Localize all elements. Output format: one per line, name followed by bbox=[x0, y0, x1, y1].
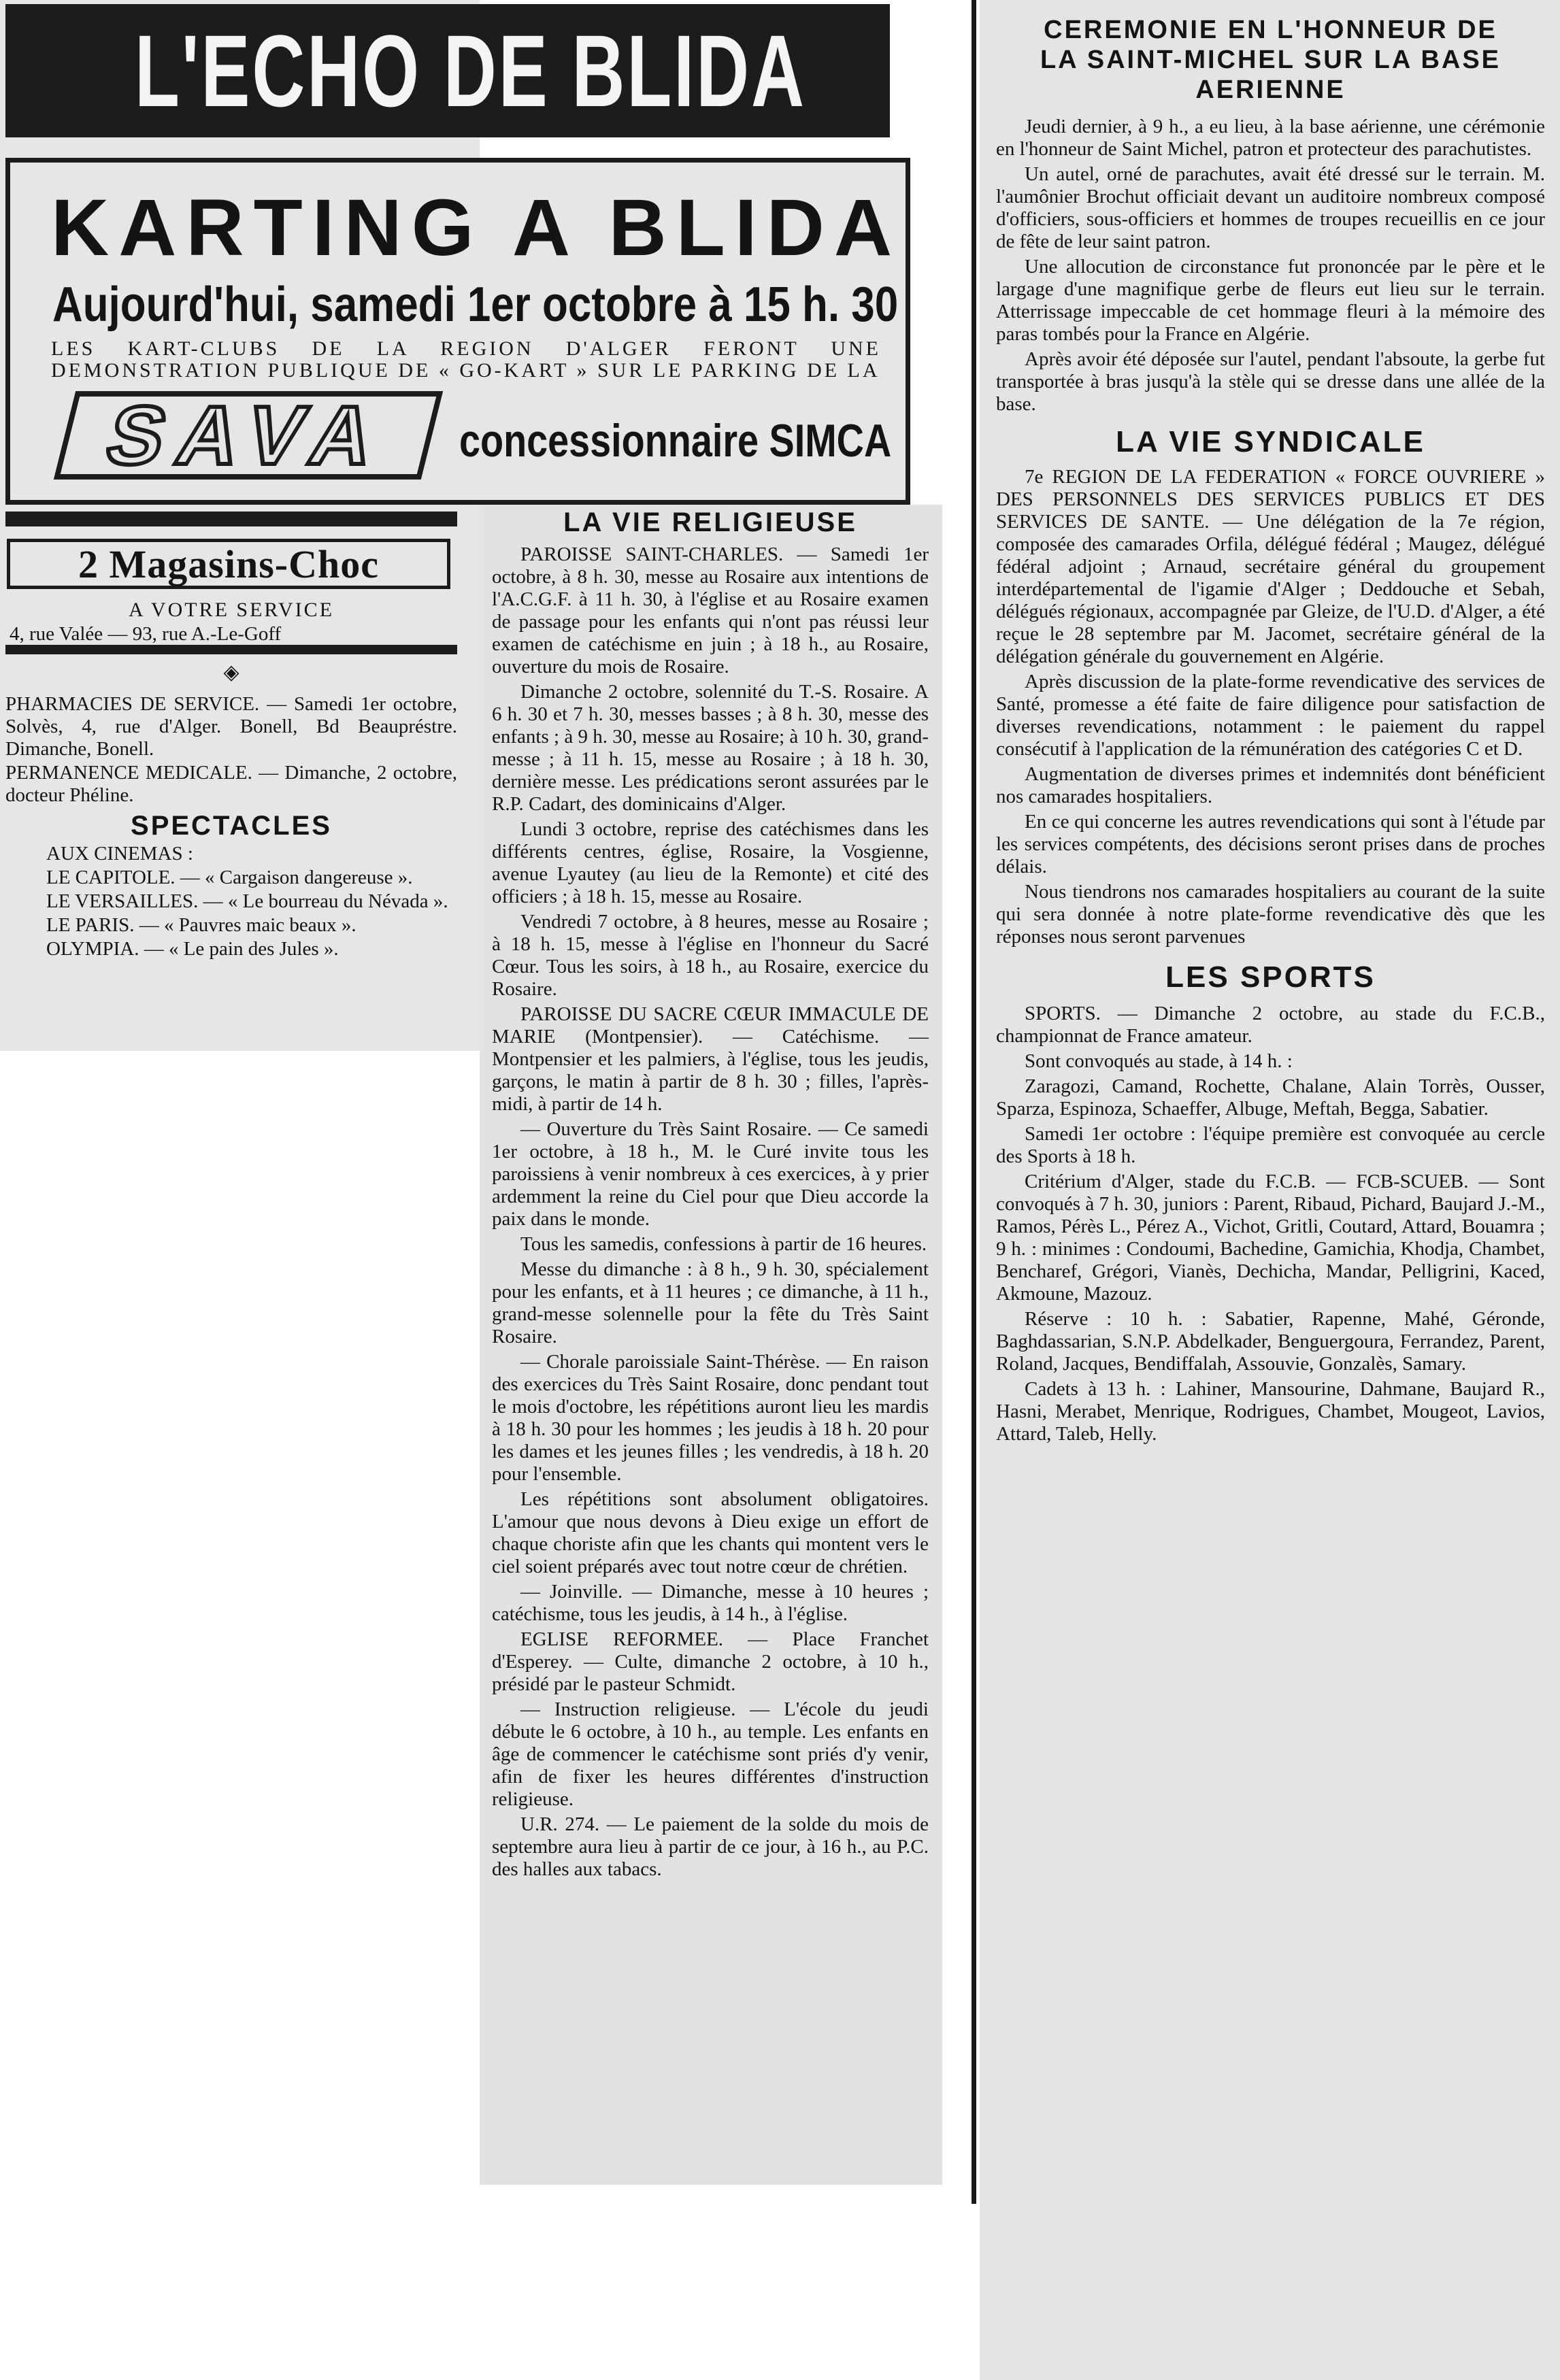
magasins-ad bbox=[5, 512, 457, 654]
karting-headline: KARTING A BLIDA bbox=[51, 183, 902, 273]
ceremonie-paragraph: Un autel, orné de parachutes, avait été dressé sur le terrain. M. l'aumônier Brochut officiait devant un auditoire nombreux composé d'officiers, sous-officiers et hommes de troupes recueillis en ce jour de fête de leur saint patron. bbox=[996, 163, 1545, 252]
sports-paragraph: Zaragozi, Camand, Rochette, Chalane, Alain Torrès, Ousser, Sparza, Espinoza, Schaeffer, Albuge, Meftah, Beggа, Sabatier. bbox=[996, 1075, 1545, 1120]
religious-paragraph: EGLISE REFORMEE. — Place Franchet d'Esperey. — Culte, dimanche 2 octobre, à 10 h., présidé par le pasteur Schmidt. bbox=[492, 1628, 929, 1695]
sava-logo bbox=[54, 391, 443, 480]
religious-paragraph: — Chorale paroissiale Saint-Thérèse. — En raison des exercices du Très Saint Rosaire, donc pendant tout le mois d'octobre, les répétitions auront lieu les mardis à 18 h. 30 pour les hommes ; les jeudis à 18 h. 20 pour les dames et les jeunes filles ; les vendredis, à 18 h. 20 pour l'ensemble. bbox=[492, 1351, 929, 1485]
cinema-line: LE PARIS. — « Pauvres maic beaux ». bbox=[46, 914, 356, 936]
sports-paragraph: Réserve : 10 h. : Sabatier, Rapenne, Mahé, Géronde, Baghdassarian, S.N.P. Abdelkader, Benguergoura, Ferrandez, Parent, Roland, Jacques, Bendiffalah, Assouvie, Gonzalès, Samary. bbox=[996, 1308, 1545, 1375]
ceremonie-paragraph: Jeudi dernier, à 9 h., a eu lieu, à la base aérienne, une cérémonie en l'honneur de Saint Michel, patron et protecteur des parachutistes. bbox=[996, 116, 1545, 160]
sava-logo-text: SAVA bbox=[97, 389, 399, 482]
column-divider bbox=[972, 0, 976, 2204]
syndicale-paragraph: 7e REGION DE LA FEDERATION « FORCE OUVRIERE » DES PERSONNELS DES SERVICES PUBLICS ET DES SERVICES DE SANTE. — Une délégation de la 7e région, composée des camarades Orfila, délégué fédéral ; Maugez, délégué fédéral adjoint ; Arnaud, secrétaire général du groupement interdépartemental de l'igamie d'Alger ; Deddouche et Sebah, délégués régionaux, accompagnée par Gleize, de l'U.D. d'Alger, a été reçue le 28 septembre par M. Jacomet, secrétaire général de la délégation générale du gouvernement en Algérie. bbox=[996, 466, 1545, 667]
religious-paragraph: Messe du dimanche : à 8 h., 9 h. 30, spécialement pour les enfants, et à 11 heures ; ce dimanche, à 11 h., grand-messe solennelle pour la fête du Très Saint Rosaire. bbox=[492, 1258, 929, 1347]
pharmacies-text: PHARMACIES DE SERVICE. — Samedi 1er octobre, Solvès, 4, rue d'Alger. Bonell, Bd Beaupréstre. Dimanche, Bonell. bbox=[5, 693, 457, 760]
cinema-line: OLYMPIA. — « Le pain des Jules ». bbox=[46, 938, 339, 960]
cinema-line: AUX CINEMAS : bbox=[46, 843, 193, 865]
sports-paragraph: Cadets à 13 h. : Lahiner, Mansourine, Dahmane, Baujard R., Hasni, Merabet, Menrique, Rodrigues, Chambet, Mougeot, Lavios, Attard, Taleb, Helly. bbox=[996, 1378, 1545, 1445]
religious-paragraph: — Instruction religieuse. — L'école du jeudi débute le 6 octobre, à 10 h., au temple. Les enfants en âge de commencer le catéchisme sont priés d'y venir, afin de fixer les heures différentes d'instruction religieuse. bbox=[492, 1698, 929, 1810]
sports-heading: LES SPORTS bbox=[1165, 960, 1376, 994]
syndicale-paragraph: Nous tiendrons nos camarades hospitaliers au courant de la suite qui sera donnée à notre plate-forme revendicative dès que les réponses nous seront parvenues bbox=[996, 881, 1545, 948]
magasins-subtitle: A VOTRE SERVICE bbox=[128, 599, 335, 621]
syndicale-paragraph: Augmentation de diverses primes et indemnités dont bénéficient nos camarades hospitaliers. bbox=[996, 763, 1545, 807]
religious-paragraph: U.R. 274. — Le paiement de la solde du mois de septembre aura lieu à partir de ce jour, à 16 h., au P.C. des halles aux tabacs. bbox=[492, 1813, 929, 1880]
right-clipping bbox=[980, 0, 1560, 2380]
ceremonie-paragraph: Après avoir été déposée sur l'autel, pendant l'absoute, la gerbe fut transportée à bras jusqu'à la stèle qui se dresse dans une allée de la base. bbox=[996, 348, 1545, 415]
masthead bbox=[5, 4, 890, 137]
center-clipping bbox=[480, 505, 942, 2185]
religious-paragraph: Lundi 3 octobre, reprise des catéchismes dans les différents centres, église, Rosaire, la Vosgienne, avenue Lyautey (au lieu de la Remonte) et cité des officiers ; à 18 h. 15, messe au Rosaire. bbox=[492, 818, 929, 907]
vie-religieuse-heading: LA VIE RELIGIEUSE bbox=[563, 507, 857, 537]
dealer-text: concessionnaire SIMCA bbox=[459, 415, 892, 467]
sports-paragraph: Samedi 1er octobre : l'équipe première est convoquée au cercle des Sports à 18 h. bbox=[996, 1123, 1545, 1167]
ceremonie-paragraph: Une allocution de circonstance fut prononcée par le père et le largage d'une magnifique gerbe de fleurs eut lieu sur le terrain. Atterrissage impeccable de cet hommage fleuri à la mémoire des paras tombés pour la France en Algérie. bbox=[996, 256, 1545, 345]
religious-paragraph: PAROISSE DU SACRE CŒUR IMMACULE DE MARIE (Montpensier). — Catéchisme. — Montpensier et les palmiers, à l'église, tous les jeudis, garçons, le matin à partir de 8 h. 30 ; filles, l'après-midi, à partir de 14 h. bbox=[492, 1003, 929, 1115]
left-news-column bbox=[5, 658, 457, 962]
karting-body: LES KART-CLUBS DE LA REGION D'ALGER FERONT UNE DEMONSTRATION PUBLIQUE DE « GO-KART » SUR LE PARKING DE LA bbox=[51, 337, 881, 382]
religious-paragraph: Les répétitions sont absolument obligatoires. L'amour que nous devons à Dieu exige un effort de chaque choriste afin que les chants qui montent vers le ciel soient préparés avec tout notre cœur de chrétien. bbox=[492, 1488, 929, 1577]
sports-paragraph: SPORTS. — Dimanche 2 octobre, au stade du F.C.B., championnat de France amateur. bbox=[996, 1003, 1545, 1047]
sports-paragraph: Critérium d'Alger, stade du F.C.B. — FCB-SCUEB. — Sont convoqués à 7 h. 30, juniors : Parent, Ribaud, Pichard, Baujard J.-M., Ramos, Pérès L., Pérez A., Vichot, Gritli, Coutard, Attard, Bouamra ; 9 h. : minimes : Condoumi, Bachedine, Gamichia, Khodja, Chambet, Bencharef, Grégori, Vianès, Dechicha, Mandar, Pelligrini, Kaced, Akmoune, Mazouz. bbox=[996, 1171, 1545, 1305]
sports-paragraph: Sont convoqués au stade, à 14 h. : bbox=[1025, 1050, 1293, 1072]
religious-paragraph: Tous les samedis, confessions à partir de 16 heures. bbox=[520, 1233, 927, 1255]
syndicale-paragraph: En ce qui concerne les autres revendications qui sont à l'étude par les services compétents, des décisions seront prises dans de proches délais. bbox=[996, 811, 1545, 877]
ceremonie-heading: CEREMONIE EN L'HONNEUR DE LA SAINT-MICHEL SUR LA BASE AERIENNE bbox=[1040, 16, 1501, 104]
religious-paragraph: — Ouverture du Très Saint Rosaire. — Ce samedi 1er octobre, à 18 h., M. le Curé invite tous les paroissiens à venir nombreux à ces exercices, à y prier ardemment la reine du Ciel pour que Dieu accorde la paix dans le monde. bbox=[492, 1118, 929, 1230]
permanence-text: PERMANENCE MEDICALE. — Dimanche, 2 octobre, docteur Phéline. bbox=[5, 762, 457, 806]
spectacles-heading: SPECTACLES bbox=[131, 811, 332, 841]
magasins-addresses: 4, rue Valée — 93, rue A.-Le-Goff bbox=[10, 623, 282, 645]
karting-ad bbox=[5, 158, 910, 505]
magasins-title: 2 Magasins-Choc bbox=[78, 541, 379, 586]
religious-paragraph: Dimanche 2 octobre, solennité du T.-S. Rosaire. A 6 h. 30 et 7 h. 30, messes basses ; à 8 h. 30, messe des enfants ; à 9 h. 30, messe au Rosaire; à 10 h. 30, grand-messe ; à 11 h. 15, messe au Rosaire ; à 18 h. 30, dernière messe. Les prédications seront assurées par le R.P. Cadart, des dominicains d'Alger. bbox=[492, 681, 929, 815]
cinema-line: LE VERSAILLES. — « Le bourreau du Névada ». bbox=[46, 890, 448, 912]
religious-paragraph: — Joinville. — Dimanche, messe à 10 heures ; catéchisme, tous les jeudis, à 14 h., à l'église. bbox=[492, 1581, 929, 1625]
masthead-title: L'ECHO DE BLIDA bbox=[135, 13, 806, 128]
diamond-ornament: ◈ bbox=[223, 661, 239, 684]
religious-paragraph: Vendredi 7 octobre, à 8 heures, messe au Rosaire ; à 18 h. 15, messe à l'église en l'honneur du Sacré Cœur. Tous les soirs, à 18 h., au Rosaire, exercice du Rosaire. bbox=[492, 911, 929, 1000]
syndicale-paragraph: Après discussion de la plate-forme revendicative des services de Santé, promesse a été faite de faire diligence pour satisfaction de diverses revendications, notamment : le paiement du rappel consécutif à l'application de la rémunération des catégories C et D. bbox=[996, 671, 1545, 760]
karting-date-line: Aujourd'hui, samedi 1er octobre à 15 h. 30 bbox=[52, 278, 899, 332]
vie-syndicale-heading: LA VIE SYNDICALE bbox=[1116, 425, 1425, 458]
magasins-title-box bbox=[7, 539, 450, 589]
religious-paragraph: PAROISSE SAINT-CHARLES. — Samedi 1er octobre, à 8 h. 30, messe au Rosaire aux intentions de l'A.C.G.F. à 11 h. 30, à l'église et au Rosaire examen de passage pour les enfants qui n'ont pas réussi leur examen de catéchisme en juin ; à 18 h., au Rosaire, ouverture du mois de Rosaire. bbox=[492, 543, 929, 677]
cinema-line: LE CAPITOLE. — « Cargaison dangereuse ». bbox=[46, 867, 413, 888]
